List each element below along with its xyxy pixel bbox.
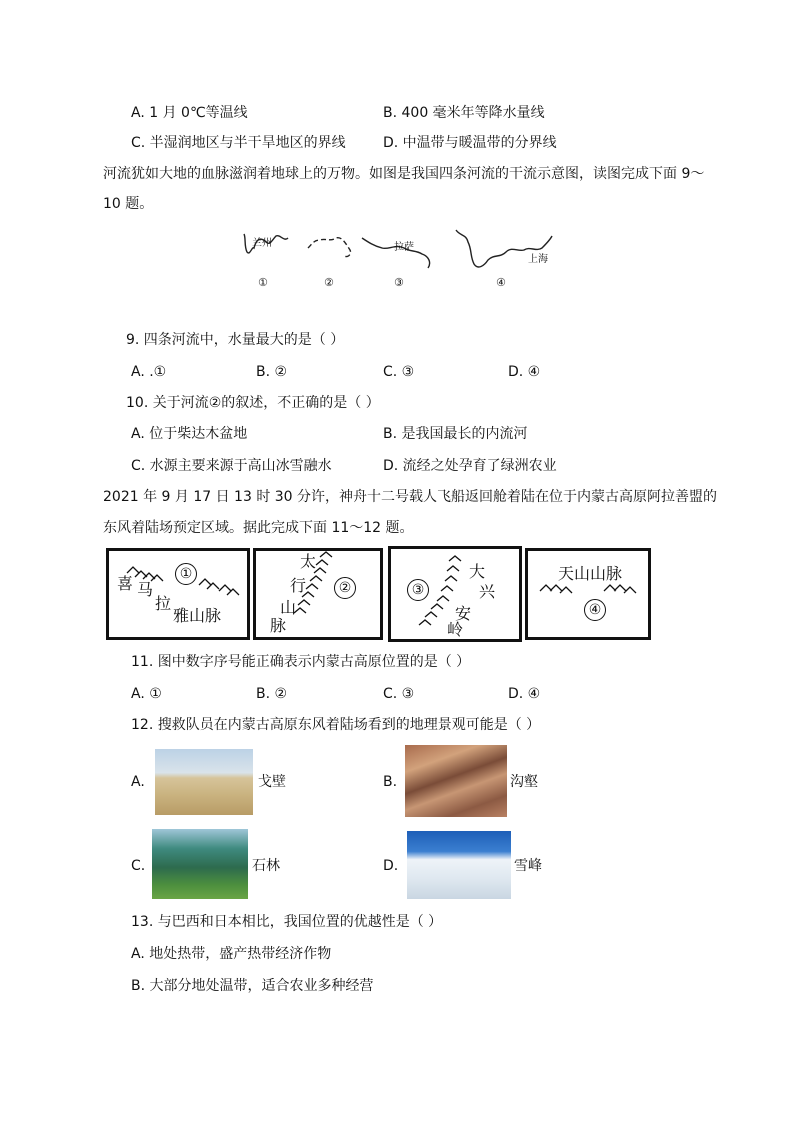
box3-number: ③	[407, 579, 429, 601]
box1-char-3: 拉	[155, 594, 172, 613]
q9-stem: 9. 四条河流中，水量最大的是（ ）	[126, 332, 345, 348]
q10-option-c: C. 水源主要来源于高山冰雪融水	[131, 458, 332, 474]
q13-option-a: A. 地处热带，盛产热带经济作物	[131, 946, 332, 962]
river-label-3: ③	[394, 276, 404, 289]
river-figure	[238, 226, 558, 292]
box4-number: ④	[584, 599, 606, 621]
snow-peak-photo	[407, 831, 511, 899]
shenzhou-intro-line2: 东风着陆场预定区域。据此完成下面 11～12 题。	[103, 520, 414, 536]
box2-char-2: 行	[290, 576, 307, 595]
box3-char-3: 安	[455, 604, 472, 623]
river-label-4: ④	[496, 276, 506, 289]
box2-number: ②	[334, 577, 356, 599]
q13-stem: 13. 与巴西和日本相比，我国位置的优越性是（ ）	[131, 914, 443, 930]
q9-option-a: A. .①	[131, 364, 167, 380]
q12-stem: 12. 搜救队员在内蒙古高原东风着陆场看到的地理景观可能是（ ）	[131, 717, 541, 733]
q11-option-d: D. ④	[508, 686, 541, 702]
q8-option-b: B. 400 毫米年等降水量线	[383, 105, 545, 121]
city-label-shanghai: 上海	[528, 254, 548, 265]
q8-option-a: A. 1 月 0℃等温线	[131, 105, 248, 121]
box2-char-4: 脉	[270, 616, 287, 635]
stone-forest-photo	[152, 829, 248, 899]
q12-option-c-caption: 石林	[252, 858, 280, 874]
box2-char-1: 太	[300, 552, 317, 571]
box3-char-2: 兴	[479, 582, 496, 601]
shenzhou-intro-line1: 2021 年 9 月 17 日 13 时 30 分许，神舟十二号载人飞船返回舱着陆在位于内蒙古高原阿拉善盟的	[103, 489, 718, 505]
city-label-lhasa: 拉萨	[394, 242, 414, 253]
box1-char-2: 马	[137, 580, 154, 599]
q11-option-b: B. ②	[256, 686, 288, 702]
q12-option-b-letter: B.	[383, 774, 398, 790]
q12-option-b-caption: 沟壑	[510, 774, 538, 790]
q8-option-d: D. 中温带与暖温带的分界线	[383, 135, 557, 151]
q12-option-d-caption: 雪峰	[514, 858, 542, 874]
q10-option-a: A. 位于柴达木盆地	[131, 426, 248, 442]
q13-option-b: B. 大部分地处温带，适合农业多种经营	[131, 978, 374, 994]
box1-char-4: 雅山脉	[173, 606, 222, 625]
box3-char-1: 大	[469, 562, 486, 581]
q12-option-a-caption: 戈壁	[258, 774, 286, 790]
q11-stem: 11. 图中数字序号能正确表示内蒙古高原位置的是（ ）	[131, 654, 471, 670]
box1-number: ①	[175, 563, 197, 585]
mountain-box-4	[525, 548, 651, 640]
q11-option-a: A. ①	[131, 686, 162, 702]
q9-option-b: B. ②	[256, 364, 288, 380]
q8-option-c: C. 半湿润地区与半干旱地区的界线	[131, 135, 346, 151]
box3-char-4: 岭	[447, 620, 464, 639]
q9-option-d: D. ④	[508, 364, 541, 380]
mountain-box-1	[106, 548, 250, 640]
q10-option-d: D. 流经之处孕育了绿洲农业	[383, 458, 557, 474]
river-label-1: ①	[258, 276, 268, 289]
box1-char-1: 喜	[117, 574, 134, 593]
mountain-box-2	[253, 548, 383, 640]
river-2-line	[308, 238, 351, 257]
q12-option-a-letter: A.	[131, 774, 145, 790]
rivers-intro-line2: 10 题。	[103, 196, 154, 212]
q11-option-c: C. ③	[383, 686, 415, 702]
box4-label: 天山山脉	[558, 564, 623, 583]
river-label-2: ②	[324, 276, 334, 289]
q10-stem: 10. 关于河流②的叙述，不正确的是（ ）	[126, 395, 380, 411]
q10-option-b: B. 是我国最长的内流河	[383, 426, 528, 442]
rivers-intro-line1: 河流犹如大地的血脉滋润着地球上的万物。如图是我国四条河流的干流示意图，读图完成下面 9～	[103, 166, 705, 182]
q12-option-d-letter: D.	[383, 858, 399, 874]
city-label-lanzhou: 兰州	[252, 238, 272, 249]
q9-option-c: C. ③	[383, 364, 415, 380]
gobi-photo	[155, 749, 253, 815]
q12-option-c-letter: C.	[131, 858, 146, 874]
box2-char-3: 山	[280, 598, 297, 617]
gully-photo	[405, 745, 507, 817]
mountain-box-3	[388, 546, 522, 642]
